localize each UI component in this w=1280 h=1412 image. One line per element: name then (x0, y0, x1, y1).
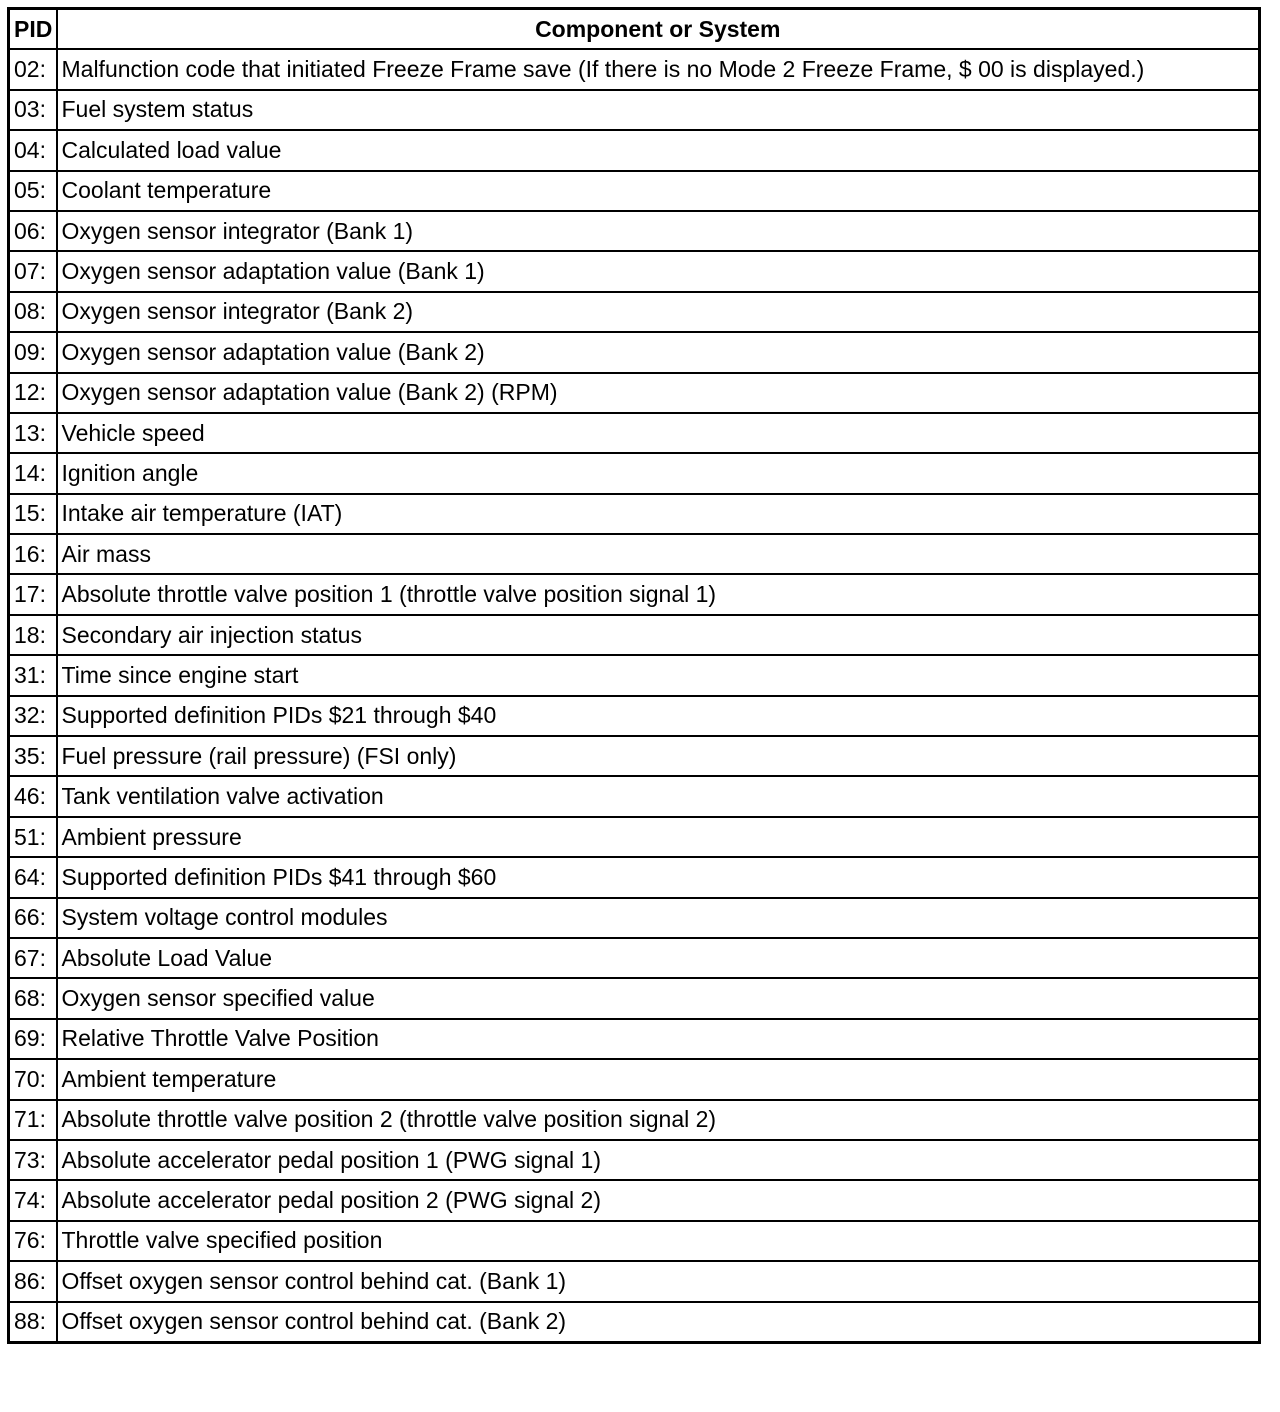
table-row (9, 1019, 1260, 1059)
component-cell: Relative Throttle Valve Position (57, 1019, 1260, 1059)
pid-cell: 51: (9, 817, 57, 857)
table-row (9, 978, 1260, 1018)
table-row (9, 211, 1260, 251)
pid-cell: 71: (9, 1100, 57, 1140)
table-row (9, 453, 1260, 493)
pid-cell: 18: (9, 615, 57, 655)
component-cell: Ambient pressure (57, 817, 1260, 857)
pid-column-header: PID (9, 9, 57, 50)
component-cell: Oxygen sensor adaptation value (Bank 2) (57, 332, 1260, 372)
component-cell: Time since engine start (57, 655, 1260, 695)
table-row (9, 413, 1260, 453)
table-row (9, 494, 1260, 534)
table-row (9, 332, 1260, 372)
pid-cell: 35: (9, 736, 57, 776)
component-cell: Offset oxygen sensor control behind cat. (Bank 2) (57, 1302, 1260, 1343)
table-row (9, 90, 1260, 130)
table-row (9, 736, 1260, 776)
table-row (9, 1221, 1260, 1261)
component-cell: Absolute accelerator pedal position 1 (PWG signal 1) (57, 1140, 1260, 1180)
component-cell: Coolant temperature (57, 171, 1260, 211)
table-row (9, 1180, 1260, 1220)
table-header-row (9, 9, 1260, 50)
pid-cell: 12: (9, 373, 57, 413)
component-cell: Tank ventilation valve activation (57, 776, 1260, 816)
component-cell: Ambient temperature (57, 1059, 1260, 1099)
table-row (9, 1059, 1260, 1099)
table-row (9, 1261, 1260, 1301)
component-cell: Absolute Load Value (57, 938, 1260, 978)
pid-cell: 73: (9, 1140, 57, 1180)
pid-cell: 76: (9, 1221, 57, 1261)
pid-cell: 13: (9, 413, 57, 453)
component-cell: Malfunction code that initiated Freeze Frame save (If there is no Mode 2 Freeze Frame, $ 00 is displayed.) (57, 49, 1260, 89)
component-cell: Oxygen sensor specified value (57, 978, 1260, 1018)
component-cell: Fuel pressure (rail pressure) (FSI only) (57, 736, 1260, 776)
component-cell: Supported definition PIDs $21 through $40 (57, 696, 1260, 736)
component-cell: Supported definition PIDs $41 through $60 (57, 857, 1260, 897)
table-row (9, 292, 1260, 332)
table-row (9, 130, 1260, 170)
table-row (9, 898, 1260, 938)
component-cell: Oxygen sensor adaptation value (Bank 1) (57, 251, 1260, 291)
pid-cell: 09: (9, 332, 57, 372)
pid-table (7, 7, 1261, 1344)
component-cell: Secondary air injection status (57, 615, 1260, 655)
pid-cell: 74: (9, 1180, 57, 1220)
pid-cell: 68: (9, 978, 57, 1018)
pid-cell: 07: (9, 251, 57, 291)
pid-cell: 69: (9, 1019, 57, 1059)
pid-cell: 88: (9, 1302, 57, 1343)
pid-cell: 46: (9, 776, 57, 816)
pid-cell: 17: (9, 574, 57, 614)
component-column-header: Component or System (57, 9, 1260, 50)
pid-cell: 14: (9, 453, 57, 493)
table-row (9, 574, 1260, 614)
table-row (9, 776, 1260, 816)
pid-cell: 31: (9, 655, 57, 695)
table-body (9, 49, 1260, 1342)
pid-cell: 66: (9, 898, 57, 938)
component-cell: Ignition angle (57, 453, 1260, 493)
pid-cell: 04: (9, 130, 57, 170)
table-row (9, 251, 1260, 291)
table-row (9, 1140, 1260, 1180)
pid-cell: 02: (9, 49, 57, 89)
pid-cell: 03: (9, 90, 57, 130)
pid-cell: 06: (9, 211, 57, 251)
pid-cell: 67: (9, 938, 57, 978)
pid-cell: 08: (9, 292, 57, 332)
component-cell: Throttle valve specified position (57, 1221, 1260, 1261)
component-cell: Offset oxygen sensor control behind cat. (Bank 1) (57, 1261, 1260, 1301)
pid-cell: 15: (9, 494, 57, 534)
table-row (9, 938, 1260, 978)
component-cell: Intake air temperature (IAT) (57, 494, 1260, 534)
component-cell: Calculated load value (57, 130, 1260, 170)
pid-cell: 32: (9, 696, 57, 736)
pid-cell: 64: (9, 857, 57, 897)
component-cell: System voltage control modules (57, 898, 1260, 938)
table-row (9, 1302, 1260, 1343)
pid-cell: 86: (9, 1261, 57, 1301)
component-cell: Oxygen sensor adaptation value (Bank 2) (RPM) (57, 373, 1260, 413)
pid-cell: 05: (9, 171, 57, 211)
component-cell: Absolute throttle valve position 2 (throttle valve position signal 2) (57, 1100, 1260, 1140)
table-row (9, 171, 1260, 211)
component-cell: Oxygen sensor integrator (Bank 2) (57, 292, 1260, 332)
component-cell: Oxygen sensor integrator (Bank 1) (57, 211, 1260, 251)
table-row (9, 534, 1260, 574)
component-cell: Absolute accelerator pedal position 2 (PWG signal 2) (57, 1180, 1260, 1220)
table-row (9, 696, 1260, 736)
table-row (9, 1100, 1260, 1140)
table-row (9, 817, 1260, 857)
component-cell: Vehicle speed (57, 413, 1260, 453)
table-row (9, 615, 1260, 655)
table-row (9, 857, 1260, 897)
table-row (9, 655, 1260, 695)
component-cell: Fuel system status (57, 90, 1260, 130)
component-cell: Air mass (57, 534, 1260, 574)
pid-cell: 70: (9, 1059, 57, 1099)
component-cell: Absolute throttle valve position 1 (throttle valve position signal 1) (57, 574, 1260, 614)
table-row (9, 49, 1260, 89)
table-row (9, 373, 1260, 413)
pid-cell: 16: (9, 534, 57, 574)
